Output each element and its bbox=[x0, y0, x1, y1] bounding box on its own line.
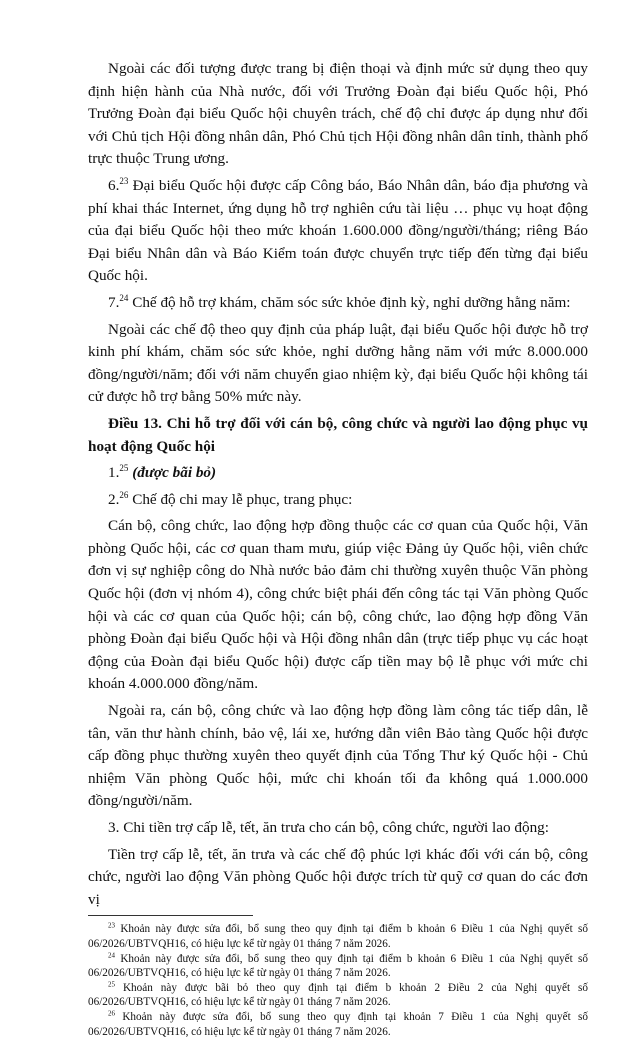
footnote-ref-24[interactable]: 24 bbox=[119, 292, 129, 303]
paragraph-uniform-regular: Ngoài ra, cán bộ, công chức và lao động hợp đồng làm công tác tiếp dân, lễ tân, văn thư hành chính, bảo vệ, lái xe, hướng dẫn viên Bảo tàng Quốc hội được cấp đồng phục thường xuyên theo quyết định của Tổng Thư ký Quốc hội - Chủ nhiệm Văn phòng Quốc hội, mức chi khoán tối đa không quá 1.000.000 đồng/người/năm. bbox=[88, 702, 588, 810]
paragraph-item-2: 2.26 Chế độ chi may lễ phục, trang phục: bbox=[108, 489, 353, 508]
paragraph-item-1: 1.25 (được bãi bỏ) bbox=[108, 463, 217, 482]
footnote-ref-25[interactable]: 25 bbox=[119, 463, 129, 474]
footnote-ref-26[interactable]: 26 bbox=[119, 489, 129, 500]
footnote-24: $^{24}$ Khoản này được sửa đổi, bổ sung theo quy định tại điểm b khoản 6 Điều 1 của Nghị quyết số 06/2026/UBTVQH16, có hiệu lực kể từ ngày 01 tháng 7 năm 2026. bbox=[88, 950, 588, 980]
paragraph-health-support: Ngoài các chế độ theo quy định của pháp luật, đại biểu Quốc hội được hỗ trợ kinh phí khám, chăm sóc sức khỏe, nghỉ dưỡng hằng năm với mức 8.000.000 đồng/người/năm; đối với năm chuyển giao nhiệm kỳ, đại biểu Quốc hội không tái cử được hỗ trợ bằng 50% mức này. bbox=[88, 320, 588, 406]
paragraph-uniform-ceremonial: Cán bộ, công chức, lao động hợp đồng thuộc các cơ quan của Quốc hội, Văn phòng Quốc hội, các cơ quan tham mưu, giúp việc Đảng ủy Quốc hội, viên chức đơn vị sự nghiệp công do Nhà nước bảo đảm chi thường xuyên thuộc Văn phòng Quốc hội (đơn vị nhóm 4), công chức biệt phái đến công tác tại Văn phòng Quốc hội và các cơ quan của Quốc hội; cán bộ, công chức, lao động hợp đồng Văn phòng Đoàn đại biểu Quốc hội và Hội đồng nhân dân (trực tiếp phục vụ các hoạt động của Đoàn đại biểu Quốc hội) được cấp tiền may bộ lễ phục với mức chi khoán 4.000.000 đồng/năm. bbox=[88, 517, 588, 693]
paragraph-allowance-source: Tiền trợ cấp lễ, tết, ăn trưa và các chế độ phúc lợi khác đối với cán bộ, công chức, người lao động Văn phòng Quốc hội được trích từ quỹ cơ quan do các đơn vị bbox=[88, 845, 588, 908]
footnote-26: $^{26}$ Khoản này được sửa đổi, bổ sung theo quy định tại khoản 7 Điều 1 của Nghị quyết số 06/2026/UBTVQH16, có hiệu lực kể từ ngày 01 tháng 7 năm 2026. bbox=[88, 1009, 588, 1038]
footnote-25: $^{25}$ Khoản này được bãi bỏ theo quy định tại điểm b khoản 2 Điều 2 của Nghị quyết số 06/2026/UBTVQH16, có hiệu lực kể từ ngày 01 tháng 7 năm 2026. bbox=[88, 980, 588, 1009]
footnote-23: $^{23}$ Khoản này được sửa đổi, bổ sung theo quy định tại điểm b khoản 6 Điều 1 của Nghị quyết số 06/2026/UBTVQH16, có hiệu lực kể từ ngày 01 tháng 7 năm 2026. bbox=[88, 921, 588, 950]
paragraph-item-7: 7.24 Chế độ hỗ trợ khám, chăm sóc sức khỏe định kỳ, nghỉ dưỡng hằng năm: bbox=[108, 292, 571, 311]
paragraph-item-6: 6.23 Đại biểu Quốc hội được cấp Công báo, Báo Nhân dân, báo địa phương và phí khai thác Internet, ứng dụng hỗ trợ nghiên cứu tài liệu … phục vụ hoạt động của đại biểu Quốc hội theo mức khoán 1.600.000 đồng/người/tháng; riêng Báo Đại biểu Nhân dân và Báo Kiểm toán được chuyển trực tiếp đến từng đại biểu Quốc hội. bbox=[88, 175, 588, 285]
footnote-separator bbox=[88, 915, 253, 916]
article-13-heading: Điều 13. Chi hỗ trợ đối với cán bộ, công chức và người lao động phục vụ hoạt động Quốc hội bbox=[88, 414, 588, 455]
paragraph-item-3: 3. Chi tiền trợ cấp lễ, tết, ăn trưa cho cán bộ, công chức, người lao động: bbox=[108, 819, 549, 836]
document-page bbox=[88, 58, 588, 1039]
footnote-ref-23[interactable]: 23 bbox=[119, 175, 129, 186]
paragraph-phone-allowance: Ngoài các đối tượng được trang bị điện thoại và định mức sử dụng theo quy định hiện hành của Nhà nước, đối với Trưởng Đoàn đại biểu Quốc hội, Phó Trưởng Đoàn đại biểu Quốc hội chuyên trách, chế độ chỉ được áp dụng như đối với Chủ tịch Hội đồng nhân dân, Phó Chủ tịch Hội đồng nhân dân tỉnh, thành phố trực thuộc Trung ương. bbox=[88, 60, 588, 168]
